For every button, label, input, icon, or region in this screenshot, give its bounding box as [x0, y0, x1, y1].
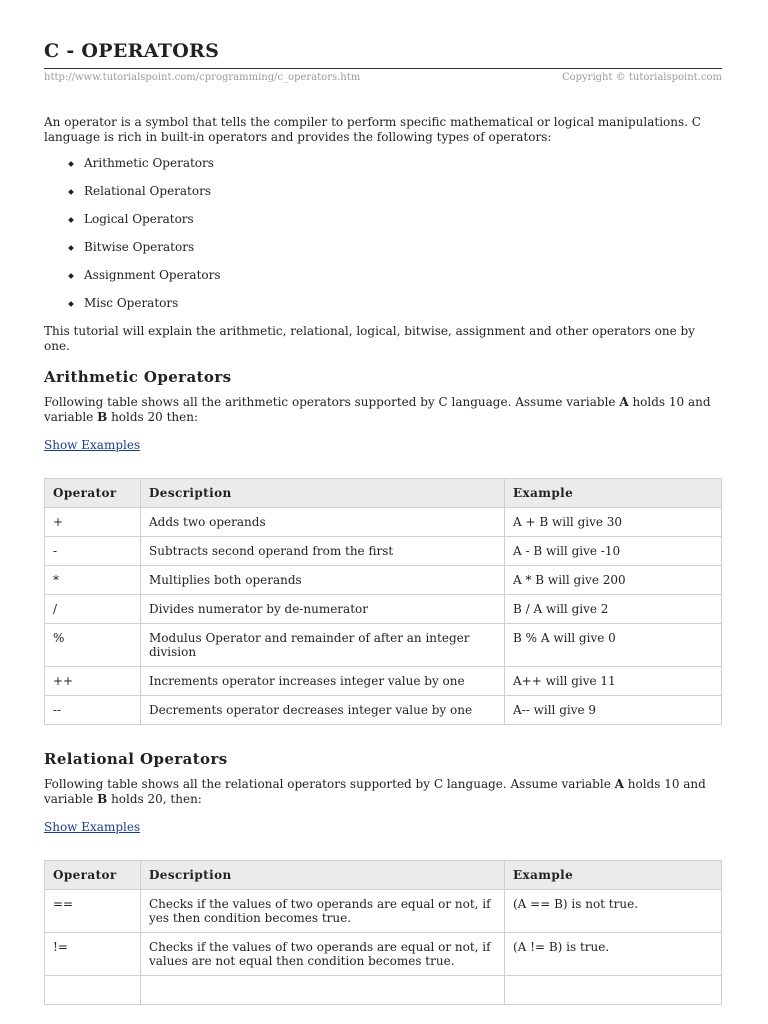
example-cell: A + B will give 30 [505, 508, 722, 537]
operator-cell: != [45, 933, 141, 976]
bullet-icon [68, 301, 74, 307]
arithmetic-description: Following table shows all the arithmetic operators supported by C language. Assume variable A holds 10 and variable B holds 20 then: [44, 395, 711, 424]
example-cell: B % A will give 0 [505, 624, 722, 667]
relational-heading: Relational Operators [44, 750, 228, 768]
list-item: Bitwise Operators [44, 240, 722, 255]
operator-cell: + [45, 508, 141, 537]
operator-cell: % [45, 624, 141, 667]
list-item: Arithmetic Operators [44, 156, 722, 171]
intro-paragraph: An operator is a symbol that tells the compiler to perform specific mathematical or logical manipulations. C language is rich in built-in operators and provides the following types of operators: [44, 115, 701, 144]
table-header-row [45, 861, 722, 890]
list-item: Assignment Operators [44, 268, 722, 283]
bullet-icon [68, 273, 74, 279]
arithmetic-heading: Arithmetic Operators [44, 368, 232, 386]
page-title: C - OPERATORS [44, 40, 722, 69]
bullet-icon [68, 245, 74, 251]
operator-cell [45, 976, 141, 1005]
list-item: Misc Operators [44, 296, 722, 311]
operator-types-list [44, 156, 722, 311]
example-cell [505, 976, 722, 1005]
column-header-description: Description [141, 479, 505, 508]
table-row [45, 566, 722, 595]
description-cell: Increments operator increases integer value by one [141, 667, 505, 696]
list-item: Relational Operators [44, 184, 722, 199]
example-cell: A++ will give 11 [505, 667, 722, 696]
table-row [45, 508, 722, 537]
description-cell: Checks if the values of two operands are equal or not, if values are not equal then condition becomes true. [141, 933, 505, 976]
example-cell: A * B will give 200 [505, 566, 722, 595]
operator-cell: -- [45, 696, 141, 725]
operator-cell: == [45, 890, 141, 933]
description-cell [141, 976, 505, 1005]
operator-cell: * [45, 566, 141, 595]
url-bar [44, 72, 722, 83]
column-header-operator: Operator [45, 861, 141, 890]
operator-cell: / [45, 595, 141, 624]
example-cell: (A != B) is true. [505, 933, 722, 976]
table-row [45, 890, 722, 933]
example-cell: (A == B) is not true. [505, 890, 722, 933]
table-row [45, 976, 722, 1005]
arithmetic-show-examples-link[interactable]: Show Examples [44, 438, 141, 452]
description-cell: Checks if the values of two operands are equal or not, if yes then condition becomes true. [141, 890, 505, 933]
operator-cell: ++ [45, 667, 141, 696]
column-header-example: Example [505, 861, 722, 890]
operator-cell: - [45, 537, 141, 566]
column-header-example: Example [505, 479, 722, 508]
table-row [45, 667, 722, 696]
bullet-icon [68, 189, 74, 195]
description-cell: Decrements operator decreases integer value by one [141, 696, 505, 725]
relational-description: Following table shows all the relational operators supported by C language. Assume variable A holds 10 and variable B holds 20, then: [44, 777, 706, 806]
bullet-icon [68, 161, 74, 167]
example-cell: A-- will give 9 [505, 696, 722, 725]
table-row [45, 537, 722, 566]
example-cell: B / A will give 2 [505, 595, 722, 624]
description-cell: Modulus Operator and remainder of after an integer division [141, 624, 505, 667]
table-row [45, 595, 722, 624]
description-cell: Multiplies both operands [141, 566, 505, 595]
example-cell: A - B will give -10 [505, 537, 722, 566]
document-page [44, 40, 722, 1005]
overview-paragraph: This tutorial will explain the arithmetic, relational, logical, bitwise, assignment and other operators one by one. [44, 324, 695, 353]
table-header-row [45, 479, 722, 508]
description-cell: Subtracts second operand from the first [141, 537, 505, 566]
column-header-description: Description [141, 861, 505, 890]
description-cell: Divides numerator by de-numerator [141, 595, 505, 624]
table-row [45, 696, 722, 725]
description-cell: Adds two operands [141, 508, 505, 537]
column-header-operator: Operator [45, 479, 141, 508]
relational-table [44, 860, 722, 1005]
table-row [45, 933, 722, 976]
table-row [45, 624, 722, 667]
relational-show-examples-link[interactable]: Show Examples [44, 820, 141, 834]
bullet-icon [68, 217, 74, 223]
list-item: Logical Operators [44, 212, 722, 227]
copyright-notice: Copyright © tutorialspoint.com [561, 72, 722, 83]
source-url: http://www.tutorialspoint.com/cprogramming/c_operators.htm [44, 72, 361, 83]
arithmetic-table [44, 478, 722, 725]
